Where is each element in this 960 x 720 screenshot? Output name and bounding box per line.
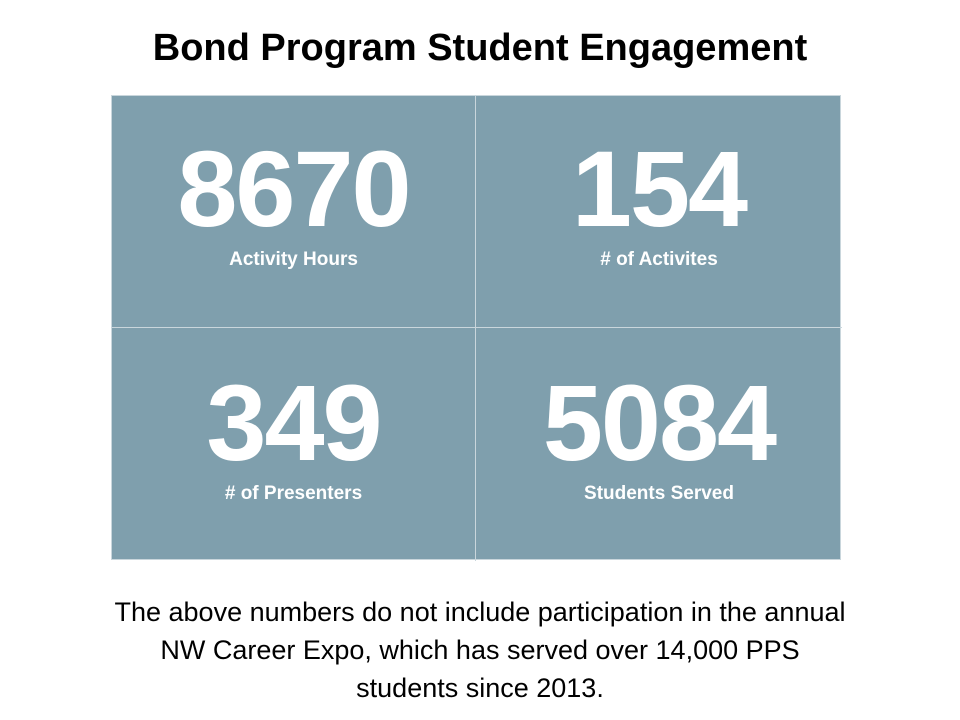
stat-tile-presenters xyxy=(112,328,476,561)
footnote-line: The above numbers do not include participation in the annual xyxy=(114,597,846,627)
stat-value: 5084 xyxy=(542,362,776,483)
stat-value: 154 xyxy=(571,128,747,249)
stat-label: # of Presenters xyxy=(224,483,363,504)
footnote-line: NW Career Expo, which has served over 14,000 PPS xyxy=(160,635,800,665)
stat-label: Students Served xyxy=(584,483,734,504)
stat-value: 8670 xyxy=(177,128,410,249)
stat-value: 349 xyxy=(206,362,381,483)
stats-grid xyxy=(111,95,841,560)
footnote xyxy=(0,593,960,707)
stat-label: # of Activites xyxy=(600,249,718,270)
stat-label: Activity Hours xyxy=(229,249,358,270)
stat-tile-activities xyxy=(476,96,842,328)
footnote-line: students since 2013. xyxy=(356,673,604,703)
page-title: Bond Program Student Engagement xyxy=(152,27,808,69)
stat-tile-students-served xyxy=(476,328,842,561)
stat-tile-activity-hours xyxy=(112,96,476,328)
